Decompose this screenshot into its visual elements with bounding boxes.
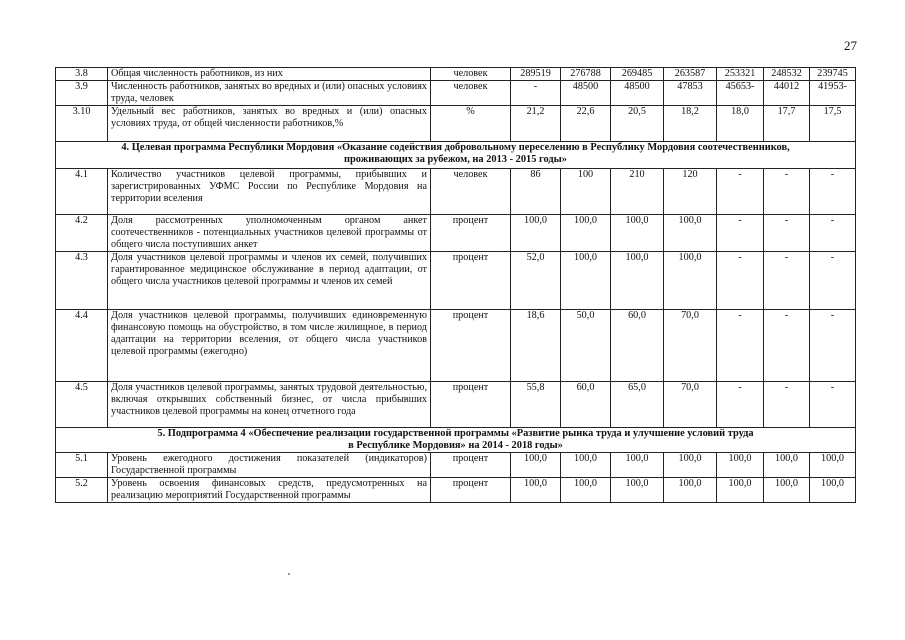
section-title-line: 4. Целевая программа Республики Мордовия «Оказание содействия добровольному переселению в Республику Мордовия соотечественников, xyxy=(121,142,790,153)
indicator-value: - xyxy=(810,382,856,428)
indicator-value: - xyxy=(810,169,856,215)
indicator-name: Уровень освоения финансовых средств, предусмотренных на реализацию мероприятий Государственной программы xyxy=(108,478,431,503)
table-row xyxy=(56,215,856,252)
section-title-line: проживающих за рубежом, на 2013 - 2015 годы» xyxy=(344,154,567,165)
indicator-value: 47853 xyxy=(664,81,717,106)
indicator-value: 100,0 xyxy=(810,478,856,503)
table-row xyxy=(56,310,856,382)
table-row xyxy=(56,453,856,478)
row-number: 3.8 xyxy=(56,68,108,81)
indicator-value: 52,0 xyxy=(511,252,561,310)
indicator-name: Доля участников целевой программы и членов их семей, получивших гарантированное медицинское обслуживание в период адаптации, от общего числа участников целевой программы и членов их семей xyxy=(108,252,431,310)
row-number: 5.1 xyxy=(56,453,108,478)
table-row xyxy=(56,382,856,428)
indicator-value: 41953- xyxy=(810,81,856,106)
indicator-value: 120 xyxy=(664,169,717,215)
indicator-value: - xyxy=(764,310,810,382)
section-title xyxy=(56,428,856,453)
indicator-value: - xyxy=(810,310,856,382)
indicator-value: 100,0 xyxy=(611,215,664,252)
indicator-value: 22,6 xyxy=(561,106,611,142)
indicator-value: 100,0 xyxy=(611,453,664,478)
indicator-value: 55,8 xyxy=(511,382,561,428)
indicator-value: 248532 xyxy=(764,68,810,81)
indicator-value: 65,0 xyxy=(611,382,664,428)
indicator-value: 100,0 xyxy=(764,478,810,503)
indicators-table xyxy=(55,67,856,503)
table-row xyxy=(56,252,856,310)
row-number: 4.2 xyxy=(56,215,108,252)
scan-speck xyxy=(288,573,290,575)
indicator-value: 289519 xyxy=(511,68,561,81)
indicator-name: Численность работников, занятых во вредных и (или) опасных условиях труда, человек xyxy=(108,81,431,106)
indicator-value: - xyxy=(810,252,856,310)
table-row xyxy=(56,169,856,215)
section-header-row xyxy=(56,142,856,169)
table-row xyxy=(56,478,856,503)
indicator-value: 239745 xyxy=(810,68,856,81)
indicator-value: 100,0 xyxy=(664,453,717,478)
indicator-value: 100,0 xyxy=(664,478,717,503)
row-number: 4.4 xyxy=(56,310,108,382)
indicator-value: 100,0 xyxy=(561,478,611,503)
indicator-value: 17,5 xyxy=(810,106,856,142)
indicator-value: - xyxy=(511,81,561,106)
row-number: 3.10 xyxy=(56,106,108,142)
indicator-name: Количество участников целевой программы, прибывших и зарегистрированных УФМС России по Республике Мордовия на территории вселения xyxy=(108,169,431,215)
section-title-line: в Республике Мордовия» на 2014 - 2018 годы» xyxy=(348,440,563,451)
unit-of-measure: процент xyxy=(431,252,511,310)
indicator-value: 48500 xyxy=(611,81,664,106)
indicator-value: 210 xyxy=(611,169,664,215)
indicator-value: 50,0 xyxy=(561,310,611,382)
indicator-value: - xyxy=(764,169,810,215)
indicator-value: 100,0 xyxy=(664,215,717,252)
unit-of-measure: % xyxy=(431,106,511,142)
indicator-value: 100,0 xyxy=(764,453,810,478)
indicator-value: - xyxy=(810,215,856,252)
indicator-value: - xyxy=(717,169,764,215)
indicator-name: Доля рассмотренных уполномоченным органом анкет соотечественников - потенциальных участников целевой программы от общего числа поступивших анкет xyxy=(108,215,431,252)
page-number: 27 xyxy=(844,38,857,53)
indicator-value: - xyxy=(717,215,764,252)
row-number: 5.2 xyxy=(56,478,108,503)
indicator-value: 100,0 xyxy=(511,453,561,478)
indicator-value: 100,0 xyxy=(717,478,764,503)
indicator-value: 100,0 xyxy=(611,252,664,310)
unit-of-measure: процент xyxy=(431,453,511,478)
indicator-name: Доля участников целевой программы, занятых трудовой деятельностью, включая открывших собственный бизнес, от числа прибывших участников целевой программы на конец отчетного года xyxy=(108,382,431,428)
indicator-value: 100,0 xyxy=(561,453,611,478)
indicator-value: 100,0 xyxy=(511,478,561,503)
indicator-value: - xyxy=(764,215,810,252)
indicator-value: 100,0 xyxy=(664,252,717,310)
indicator-value: 60,0 xyxy=(561,382,611,428)
indicator-value: 100,0 xyxy=(561,252,611,310)
indicator-value: 18,6 xyxy=(511,310,561,382)
indicator-value: 100,0 xyxy=(717,453,764,478)
indicator-value: 276788 xyxy=(561,68,611,81)
row-number: 3.9 xyxy=(56,81,108,106)
indicator-value: 21,2 xyxy=(511,106,561,142)
unit-of-measure: процент xyxy=(431,478,511,503)
indicator-value: 100,0 xyxy=(611,478,664,503)
indicator-value: 17,7 xyxy=(764,106,810,142)
indicator-value: 100,0 xyxy=(561,215,611,252)
indicator-value: 100,0 xyxy=(511,215,561,252)
unit-of-measure: человек xyxy=(431,169,511,215)
indicator-value: - xyxy=(717,252,764,310)
unit-of-measure: человек xyxy=(431,81,511,106)
unit-of-measure: процент xyxy=(431,382,511,428)
indicator-value: - xyxy=(717,310,764,382)
indicator-value: - xyxy=(764,382,810,428)
indicator-name: Общая численность работников, из них xyxy=(108,68,431,81)
indicator-value: 263587 xyxy=(664,68,717,81)
unit-of-measure: процент xyxy=(431,310,511,382)
indicator-value: 20,5 xyxy=(611,106,664,142)
indicator-value: 18,2 xyxy=(664,106,717,142)
indicator-value: 100,0 xyxy=(810,453,856,478)
row-number: 4.1 xyxy=(56,169,108,215)
indicator-value: 70,0 xyxy=(664,382,717,428)
row-number: 4.5 xyxy=(56,382,108,428)
unit-of-measure: процент xyxy=(431,215,511,252)
indicator-value: 44012 xyxy=(764,81,810,106)
indicator-value: 100 xyxy=(561,169,611,215)
indicator-name: Доля участников целевой программы, получивших единовременную финансовую помощь на обустройство, в том числе жилищное, в период адаптации на территории вселения, от общего числа участников целевой программы (ежегодно) xyxy=(108,310,431,382)
unit-of-measure: человек xyxy=(431,68,511,81)
indicator-value: 18,0 xyxy=(717,106,764,142)
section-header-row xyxy=(56,428,856,453)
section-title xyxy=(56,142,856,169)
indicator-value: 269485 xyxy=(611,68,664,81)
indicator-value: 60,0 xyxy=(611,310,664,382)
indicator-value: 253321 xyxy=(717,68,764,81)
row-number: 4.3 xyxy=(56,252,108,310)
indicator-value: - xyxy=(764,252,810,310)
section-title-line: 5. Подпрограмма 4 «Обеспечение реализации государственной программы «Развитие рынка труда и улучшение условий труда xyxy=(157,428,754,439)
indicator-value: - xyxy=(717,382,764,428)
table-row xyxy=(56,81,856,106)
indicator-value: 86 xyxy=(511,169,561,215)
indicator-value: 70,0 xyxy=(664,310,717,382)
indicator-name: Уровень ежегодного достижения показателей (индикаторов) Государственной программы xyxy=(108,453,431,478)
table-row xyxy=(56,106,856,142)
indicator-name: Удельный вес работников, занятых во вредных и (или) опасных условиях труда, от общей численности работников,% xyxy=(108,106,431,142)
table-row xyxy=(56,68,856,81)
indicator-value: 45653- xyxy=(717,81,764,106)
indicator-value: 48500 xyxy=(561,81,611,106)
